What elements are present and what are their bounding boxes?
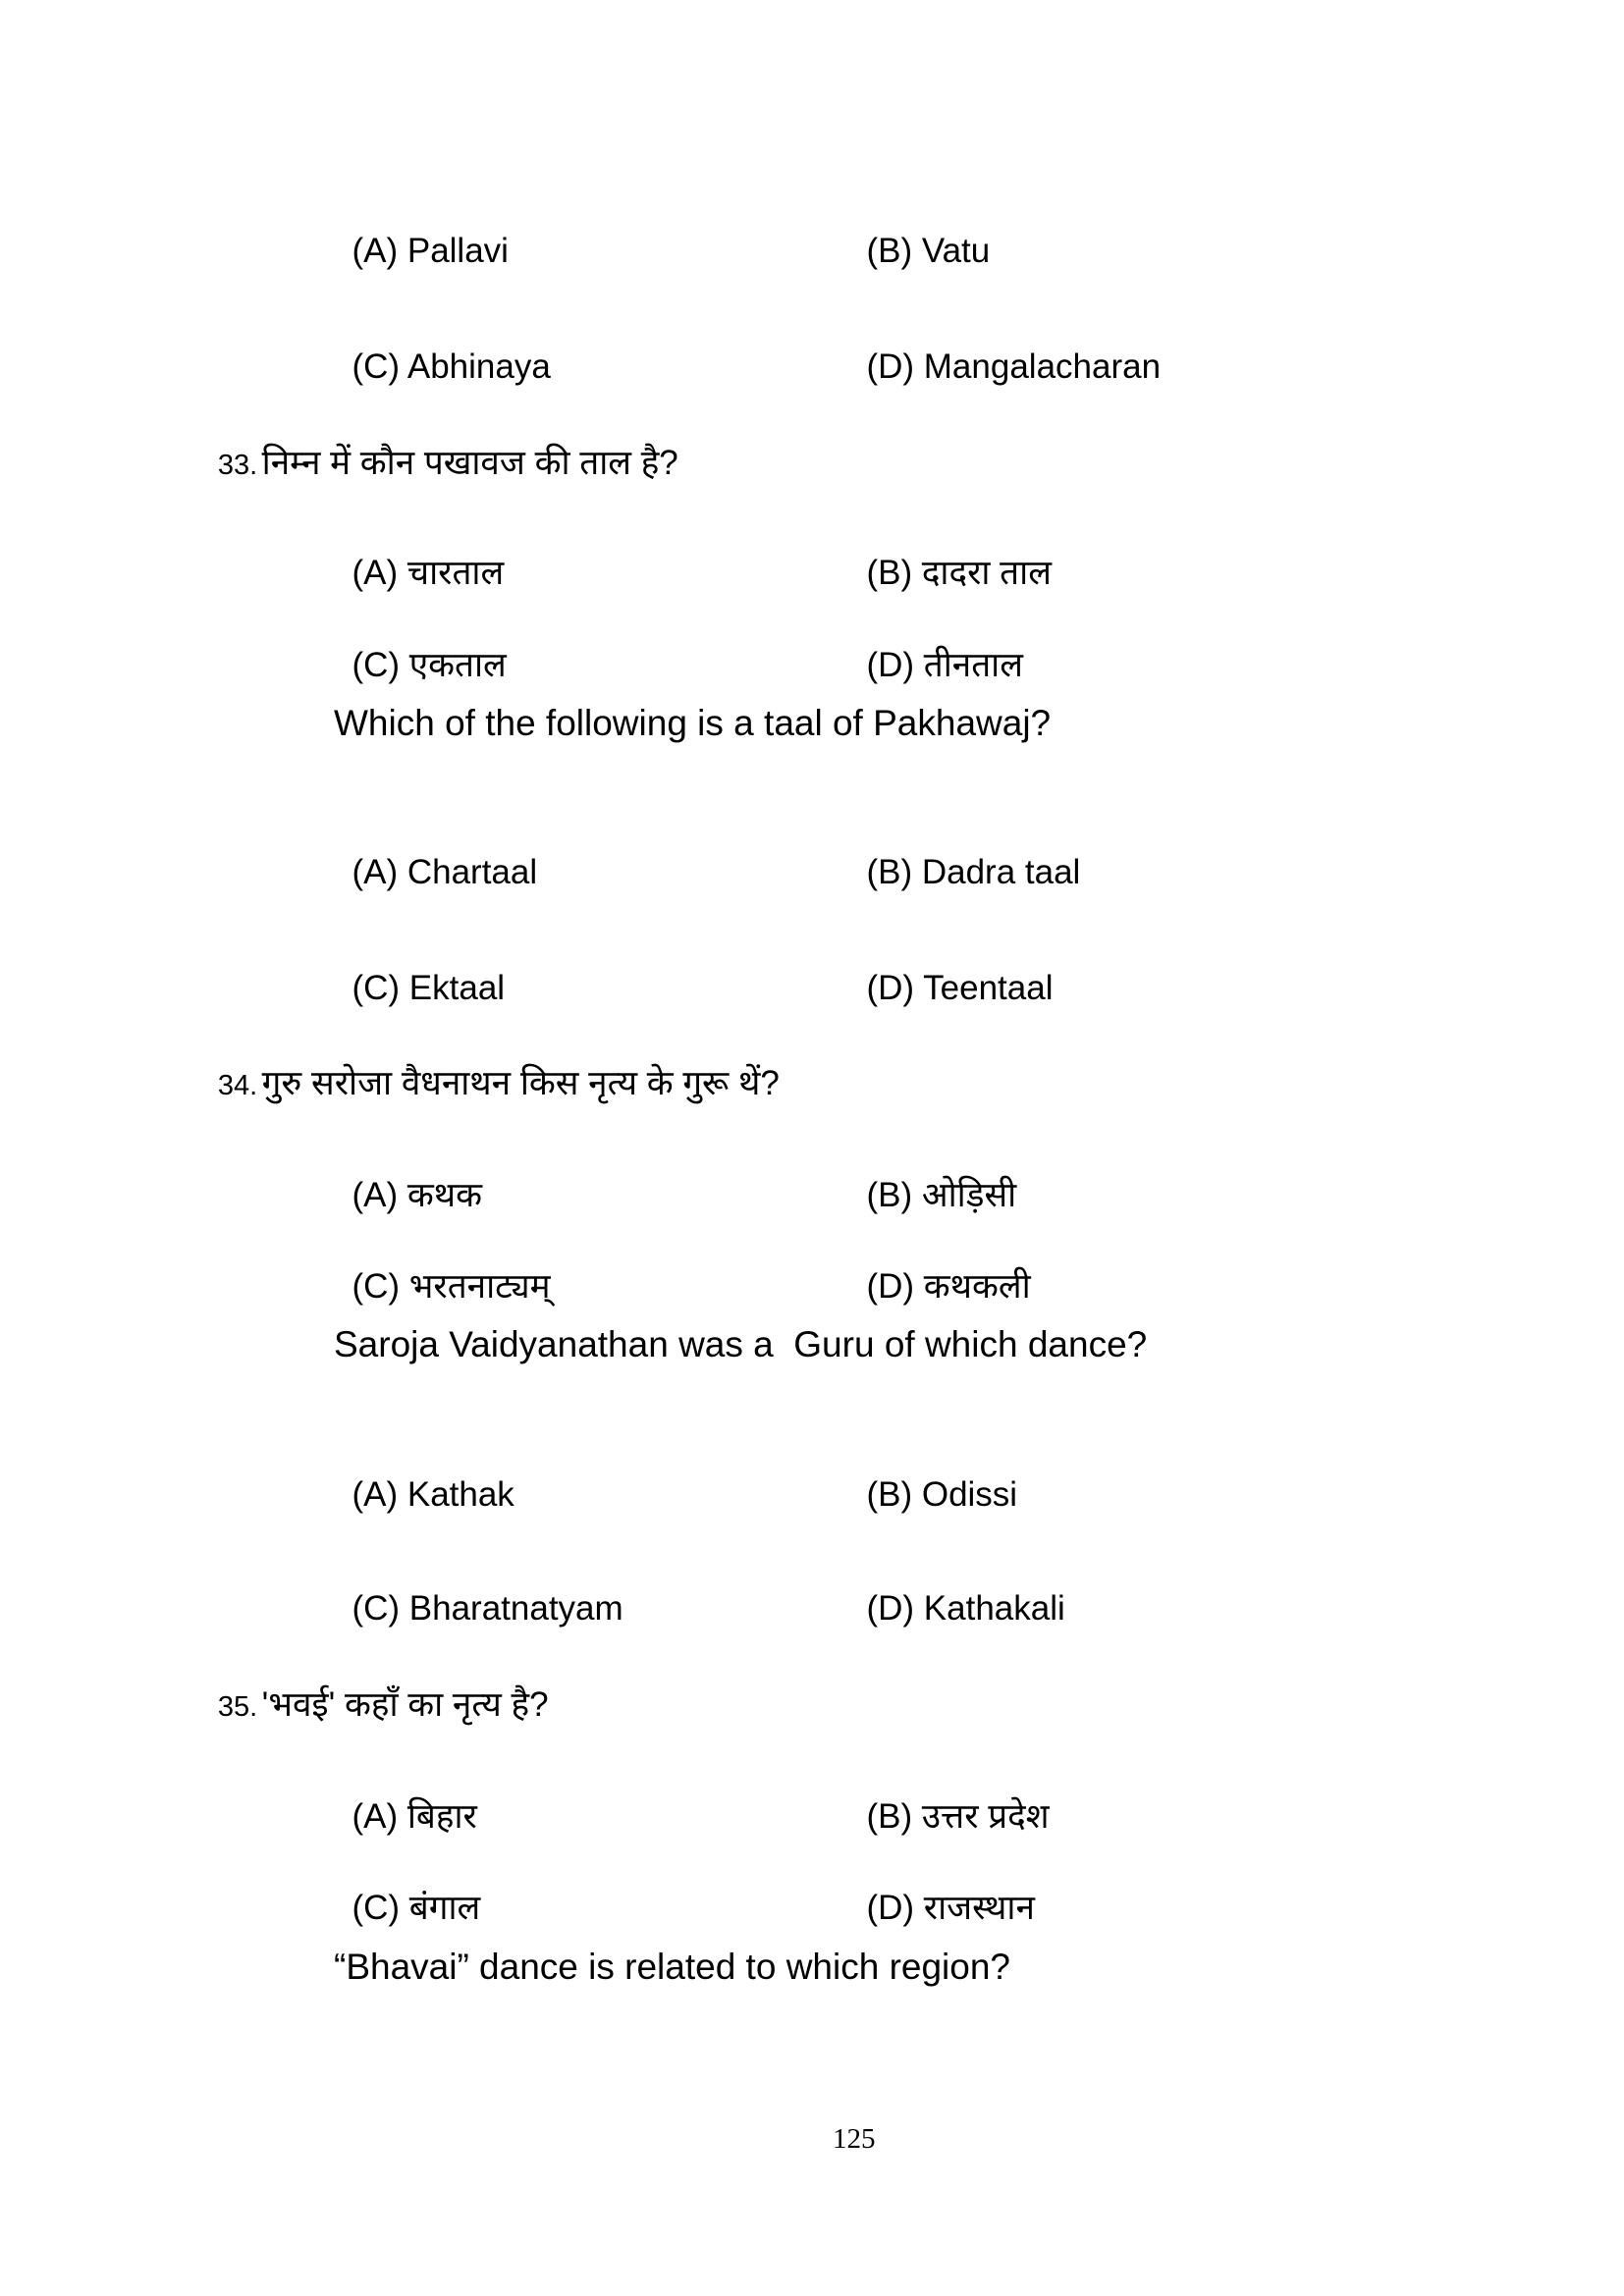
q35-hindi-option-a bbox=[333, 1765, 477, 1834]
page-number: 125 bbox=[833, 2123, 876, 2155]
option-text: कथक bbox=[406, 1176, 482, 1214]
option-text: राजस्थान bbox=[923, 1889, 1035, 1927]
q33-english-option-c bbox=[333, 936, 505, 1005]
option-text: Teentaal bbox=[923, 969, 1054, 1007]
option-label: (B) bbox=[866, 554, 913, 592]
q32-option-a bbox=[333, 199, 509, 268]
question-text: गुरु सरोजा वैधनाथन किस नृत्य के गुरू थें? bbox=[261, 1064, 780, 1102]
option-label: (B) bbox=[866, 1176, 913, 1214]
option-text: Chartaal bbox=[406, 853, 538, 891]
q32-option-c bbox=[333, 315, 551, 384]
option-text: Kathakali bbox=[923, 1589, 1065, 1628]
option-label: (C) bbox=[352, 347, 401, 386]
option-label: (A) bbox=[352, 853, 399, 891]
q35-hindi-question bbox=[209, 1672, 549, 1722]
q35-english-question: “Bhavai” dance is related to which region? bbox=[334, 1947, 1010, 1987]
option-text: Dadra taal bbox=[921, 853, 1081, 891]
q33-english-option-d bbox=[847, 936, 1053, 1005]
option-text: चारताल bbox=[406, 554, 505, 592]
option-label: (A) bbox=[352, 232, 399, 270]
option-label: (A) bbox=[352, 1475, 399, 1514]
option-label: (C) bbox=[352, 969, 401, 1007]
q33-hindi-option-d bbox=[847, 614, 1023, 682]
q34-hindi-option-c bbox=[333, 1235, 551, 1304]
q34-hindi-option-d bbox=[847, 1235, 1031, 1304]
option-label: (D) bbox=[866, 1589, 915, 1628]
option-text: एकताल bbox=[408, 646, 507, 684]
option-label: (A) bbox=[352, 1176, 399, 1214]
q34-hindi-option-b bbox=[847, 1144, 1016, 1212]
q34-hindi-question bbox=[209, 1050, 780, 1100]
option-label: (A) bbox=[352, 554, 399, 592]
option-label: (B) bbox=[866, 853, 913, 891]
q34-hindi-option-a bbox=[333, 1144, 482, 1212]
option-text: उत्तर प्रदेश bbox=[921, 1797, 1050, 1836]
option-text: दादरा ताल bbox=[921, 554, 1052, 592]
q35-hindi-option-d bbox=[847, 1856, 1035, 1925]
option-text: Bharatnatyam bbox=[408, 1589, 623, 1628]
q34-english-option-a bbox=[333, 1443, 514, 1512]
question-number: 35. bbox=[217, 1691, 258, 1723]
option-label: (D) bbox=[866, 347, 915, 386]
option-text: Vatu bbox=[921, 232, 991, 270]
option-text: Kathak bbox=[406, 1475, 514, 1514]
q34-english-option-d bbox=[847, 1557, 1065, 1626]
option-label: (A) bbox=[352, 1797, 399, 1836]
question-number: 34. bbox=[217, 1070, 258, 1101]
option-text: बंगाल bbox=[408, 1889, 481, 1927]
option-label: (B) bbox=[866, 1475, 913, 1514]
option-label: (C) bbox=[352, 1267, 401, 1306]
option-label: (D) bbox=[866, 969, 915, 1007]
q34-english-question: Saroja Vaidyanathan was a Guru of which dance? bbox=[334, 1324, 1148, 1364]
option-text: कथकली bbox=[923, 1267, 1031, 1306]
q32-option-b bbox=[847, 199, 990, 268]
option-label: (B) bbox=[866, 232, 913, 270]
question-text: निम्न में कौन पखावज की ताल है? bbox=[261, 444, 678, 482]
q33-english-option-b bbox=[847, 821, 1080, 889]
q33-hindi-option-b bbox=[847, 521, 1052, 590]
q33-english-option-a bbox=[333, 821, 537, 889]
option-text: Pallavi bbox=[406, 232, 509, 270]
q33-hindi-option-a bbox=[333, 521, 504, 590]
q34-english-option-b bbox=[847, 1443, 1017, 1512]
option-text: तीनताल bbox=[923, 646, 1023, 684]
q33-hindi-question bbox=[209, 430, 678, 480]
question-text: 'भवई' कहाँ का नृत्य है? bbox=[261, 1685, 549, 1724]
q34-english-option-c bbox=[333, 1557, 623, 1626]
question-number: 33. bbox=[217, 450, 258, 481]
q32-option-d bbox=[847, 315, 1161, 384]
q33-english-question: Which of the following is a taal of Pakhawaj? bbox=[334, 703, 1052, 743]
q35-hindi-option-c bbox=[333, 1856, 480, 1925]
option-text: भरतनाट्यम् bbox=[408, 1267, 551, 1306]
q35-hindi-option-b bbox=[847, 1765, 1050, 1834]
option-text: ओड़िसी bbox=[921, 1176, 1017, 1214]
option-text: Ektaal bbox=[408, 969, 506, 1007]
option-label: (C) bbox=[352, 1589, 401, 1628]
option-text: Mangalacharan bbox=[923, 347, 1162, 386]
option-text: Abhinaya bbox=[406, 347, 551, 386]
option-label: (D) bbox=[866, 1267, 915, 1306]
option-label: (C) bbox=[352, 1889, 401, 1927]
option-label: (D) bbox=[866, 646, 915, 684]
option-text: Odissi bbox=[921, 1475, 1018, 1514]
option-text: बिहार bbox=[406, 1797, 477, 1836]
option-label: (B) bbox=[866, 1797, 913, 1836]
option-label: (C) bbox=[352, 646, 401, 684]
q33-hindi-option-c bbox=[333, 614, 507, 682]
option-label: (D) bbox=[866, 1889, 915, 1927]
